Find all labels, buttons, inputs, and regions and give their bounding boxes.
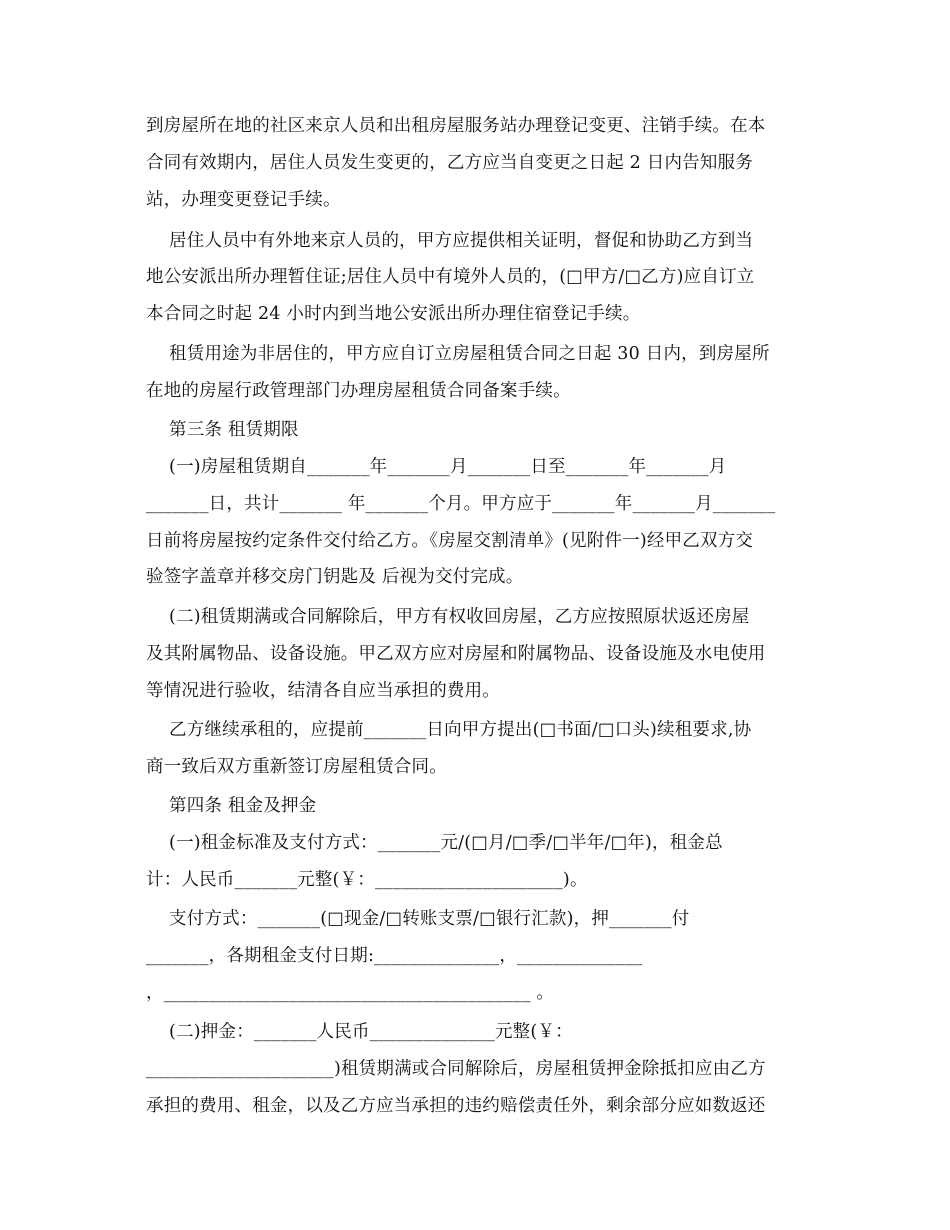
section-heading: 第四条 租金及押金 bbox=[146, 796, 317, 816]
text-line: 支付方式：_______(□现金/□转账支票/□银行汇款)，押_______付 bbox=[146, 909, 690, 929]
text-line: 站，办理变更登记手续。 bbox=[146, 190, 341, 210]
text-line: (一)租金标准及支付方式：_______元/(□月/□季/□半年/□年)，租金总 bbox=[146, 833, 723, 853]
section-heading: 第三条 租赁期限 bbox=[146, 420, 299, 440]
text-line: 本合同之时起 24 小时内到当地公安派出所办理住宿登记手续。 bbox=[146, 304, 641, 324]
text-line: 及其附属物品、设备设施。甲乙双方应对房屋和附属物品、设备设施及水电使用 bbox=[146, 644, 766, 664]
text-line: 地公安派出所办理暂住证;居住人员中有境外人员的，(□甲方/□乙方)应自订立 bbox=[146, 267, 755, 287]
text-line: 租赁用途为非居住的，甲方应自订立房屋租赁合同之日起 30 日内，到房屋所 bbox=[146, 344, 770, 364]
text-line: _______日，共计_______ 年_______个月。甲方应于_______年_______月_______ bbox=[146, 494, 776, 514]
text-line: 乙方继续承租的，应提前_______日向甲方提出(□书面/□口头)续租要求,协 bbox=[146, 720, 752, 740]
text-line: (二)租赁期满或合同解除后，甲方有权收回房屋，乙方应按照原状返还房屋 bbox=[146, 607, 750, 627]
text-line: (二)押金：_______人民币______________元整(￥： bbox=[146, 1022, 573, 1042]
text-line: 验签字盖章并移交房门钥匙及 后视为交付完成。 bbox=[146, 567, 524, 587]
text-line: 等情况进行验收，结清各自应当承担的费用。 bbox=[146, 681, 500, 701]
text-line: 合同有效期内，居住人员发生变更的，乙方应当自变更之日起 2 日内告知服务 bbox=[146, 153, 753, 173]
text-line: 到房屋所在地的社区来京人员和出租房屋服务站办理登记变更、注销手续。在本 bbox=[146, 116, 766, 136]
text-line: 计：人民币_______元整(￥：_____________________)。 bbox=[146, 870, 588, 890]
text-line: 商一致后双方重新签订房屋租赁合同。 bbox=[146, 757, 447, 777]
text-line: _______，各期租金支付日期:______________，______________ bbox=[146, 946, 643, 966]
text-line: 居住人员中有外地来京人员的，甲方应提供相关证明，督促和协助乙方到当 bbox=[146, 231, 754, 251]
text-line: (一)房屋租赁期自_______年_______月_______日至_______年_______月 bbox=[146, 457, 727, 477]
text-line: 在地的房屋行政管理部门办理房屋租赁合同备案手续。 bbox=[146, 381, 571, 401]
text-line: 承担的费用、租金，以及乙方应当承担的违约赔偿责任外，剩余部分应如数返还 bbox=[146, 1096, 766, 1116]
text-line: _____________________)租赁期满或合同解除后，房屋租赁押金除抵扣应由乙方 bbox=[146, 1059, 766, 1079]
text-line: 日前将房屋按约定条件交付给乙方。《房屋交割清单》(见附件一)经甲乙双方交 bbox=[146, 531, 754, 551]
text-line: ，_________________________________________ 。 bbox=[146, 983, 555, 1003]
